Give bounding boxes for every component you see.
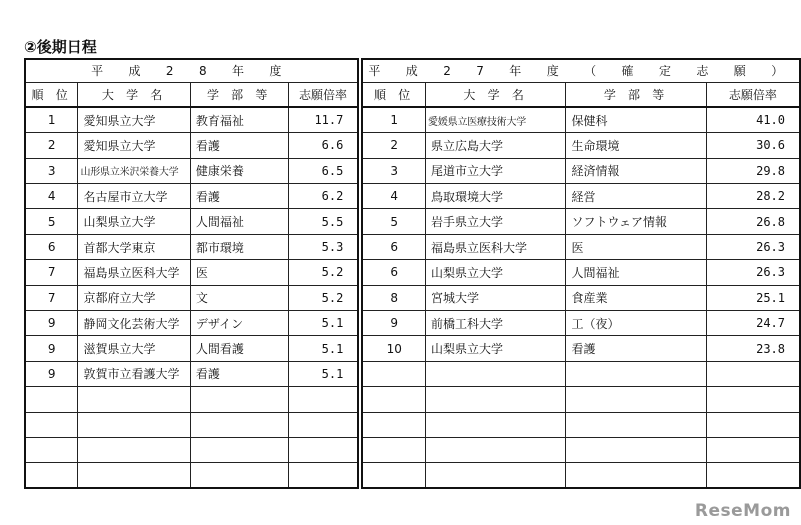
ratio-cell: 5.5 [288,209,358,234]
university-cell: 前橋工科大学 [426,311,566,336]
university-cell: 山形県立米沢栄養大学 [78,158,190,183]
faculty-cell [566,361,706,386]
rank-cell: 9 [25,336,78,361]
rank-cell: 1 [25,107,78,132]
ratio-cell [706,412,800,437]
faculty-cell: 生命環境 [566,133,706,158]
ratio-cell [706,387,800,412]
university-cell: 名古屋市立大学 [78,184,190,209]
resemom-logo: ReseMom [694,501,791,521]
faculty-cell: 都市環境 [190,234,288,259]
table-row [25,184,358,209]
table-row [25,158,358,183]
university-header: 大 学 名 [426,82,566,107]
ratio-cell [288,437,358,462]
table-row [25,387,358,412]
university-cell: 京都府立大学 [78,285,190,310]
table-row [25,412,358,437]
ratio-cell: 5.3 [288,234,358,259]
university-cell: 首都大学東京 [78,234,190,259]
ratio-cell [288,387,358,412]
ratio-cell: 6.5 [288,158,358,183]
ratio-cell [288,412,358,437]
ratio-cell: 30.6 [706,133,800,158]
ratio-cell: 5.2 [288,285,358,310]
table-row [362,260,800,285]
university-cell [426,437,566,462]
rank-cell: 5 [362,209,425,234]
faculty-cell: 医 [566,234,706,259]
rank-cell: 2 [362,133,425,158]
faculty-cell: 人間看護 [190,336,288,361]
faculty-cell: 看護 [190,361,288,386]
university-cell: 福島県立医科大学 [426,234,566,259]
ratio-cell: 6.6 [288,133,358,158]
rank-header: 順 位 [25,82,78,107]
rank-cell [362,463,425,488]
ratio-cell: 26.8 [706,209,800,234]
faculty-cell: デザイン [190,311,288,336]
university-cell: 敦賀市立看護大学 [78,361,190,386]
university-cell: 鳥取環境大学 [426,184,566,209]
faculty-cell: 文 [190,285,288,310]
rank-cell [362,412,425,437]
university-cell [78,463,190,488]
table-row [25,133,358,158]
faculty-cell: 看護 [566,336,706,361]
rank-cell: 6 [25,234,78,259]
ratio-cell: 26.3 [706,260,800,285]
faculty-cell: 工（夜） [566,311,706,336]
ratio-cell: 5.2 [288,260,358,285]
faculty-cell: ソフトウェア情報 [566,209,706,234]
ratio-cell [706,463,800,488]
university-cell [78,387,190,412]
ratio-header: 志願倍率 [288,82,358,107]
faculty-header: 学 部 等 [566,82,706,107]
rank-cell: 7 [25,260,78,285]
faculty-cell: 食産業 [566,285,706,310]
rank-header: 順 位 [362,82,425,107]
university-cell [426,463,566,488]
university-cell [426,387,566,412]
table-row [25,311,358,336]
rank-cell [362,387,425,412]
rank-cell: 9 [362,311,425,336]
ratio-cell: 29.8 [706,158,800,183]
university-cell [426,412,566,437]
rank-cell: 3 [25,158,78,183]
university-cell: 岩手県立大学 [426,209,566,234]
table-row [362,311,800,336]
table-row [25,209,358,234]
university-cell: 滋賀県立大学 [78,336,190,361]
section-title: ②後期日程 [24,38,97,56]
rank-cell: 4 [25,184,78,209]
ratio-cell: 24.7 [706,311,800,336]
rank-cell [362,361,425,386]
faculty-cell: 教育福祉 [190,107,288,132]
faculty-cell [190,463,288,488]
university-header: 大 学 名 [78,82,190,107]
ranking-table-h28 [24,58,359,489]
ratio-cell: 23.8 [706,336,800,361]
faculty-cell: 経営 [566,184,706,209]
faculty-cell [566,437,706,462]
faculty-cell [190,412,288,437]
ratio-cell: 5.1 [288,336,358,361]
university-cell: 愛知県立大学 [78,133,190,158]
rank-cell [362,437,425,462]
ratio-cell: 5.1 [288,311,358,336]
table-row [362,184,800,209]
rank-cell: 5 [25,209,78,234]
faculty-cell: 人間福祉 [190,209,288,234]
university-cell: 県立広島大学 [426,133,566,158]
faculty-cell [566,387,706,412]
university-cell [78,437,190,462]
rank-cell: 9 [25,361,78,386]
rank-cell: 10 [362,336,425,361]
rank-cell: 3 [362,158,425,183]
faculty-cell [566,412,706,437]
rank-cell: 8 [362,285,425,310]
faculty-cell: 人間福祉 [566,260,706,285]
university-cell: 宮城大学 [426,285,566,310]
university-cell: 山梨県立大学 [78,209,190,234]
faculty-cell: 健康栄養 [190,158,288,183]
faculty-cell: 看護 [190,184,288,209]
university-cell: 尾道市立大学 [426,158,566,183]
rank-cell: 6 [362,260,425,285]
rank-cell [25,387,78,412]
university-cell: 静岡文化芸術大学 [78,311,190,336]
table-row [362,107,800,132]
table-row [25,260,358,285]
table-row [362,336,800,361]
table-row [362,234,800,259]
ratio-cell: 11.7 [288,107,358,132]
table-row [25,234,358,259]
table-row [362,285,800,310]
ranking-table-h27 [361,58,801,489]
ratio-cell: 41.0 [706,107,800,132]
rank-cell: 6 [362,234,425,259]
table-row [25,107,358,132]
university-cell [78,412,190,437]
ratio-header: 志願倍率 [706,82,800,107]
rank-cell [25,463,78,488]
table-row [362,133,800,158]
rank-cell: 2 [25,133,78,158]
period-header: 平 成 2 7 年 度 （ 確 定 志 願 ） [362,59,800,82]
table-row [25,336,358,361]
faculty-cell [566,463,706,488]
table-row [25,361,358,386]
university-cell: 愛知県立大学 [78,107,190,132]
table-row [362,463,800,488]
ratio-cell: 6.2 [288,184,358,209]
rank-cell: 1 [362,107,425,132]
table-row [362,209,800,234]
rank-cell: 9 [25,311,78,336]
rank-cell: 7 [25,285,78,310]
ratio-cell: 26.3 [706,234,800,259]
rank-cell: 4 [362,184,425,209]
table-row [25,285,358,310]
ratio-cell [706,361,800,386]
ratio-cell: 5.1 [288,361,358,386]
table-row [362,437,800,462]
faculty-header: 学 部 等 [190,82,288,107]
period-header: 平 成 2 8 年 度 [25,59,358,82]
table-row [25,437,358,462]
ranking-tables [24,58,801,489]
faculty-cell: 医 [190,260,288,285]
rank-cell [25,412,78,437]
university-cell: 山梨県立大学 [426,336,566,361]
faculty-cell [190,387,288,412]
university-cell: 福島県立医科大学 [78,260,190,285]
ratio-cell [706,437,800,462]
university-cell: 山梨県立大学 [426,260,566,285]
university-cell: 愛媛県立医療技術大学 [426,107,566,132]
ratio-cell: 25.1 [706,285,800,310]
table-row [362,412,800,437]
rank-cell [25,437,78,462]
ratio-cell [288,463,358,488]
faculty-cell: 看護 [190,133,288,158]
table-row [362,361,800,386]
table-row [25,463,358,488]
table-row [362,387,800,412]
university-cell [426,361,566,386]
faculty-cell: 保健科 [566,107,706,132]
ratio-cell: 28.2 [706,184,800,209]
faculty-cell: 経済情報 [566,158,706,183]
table-row [362,158,800,183]
faculty-cell [190,437,288,462]
